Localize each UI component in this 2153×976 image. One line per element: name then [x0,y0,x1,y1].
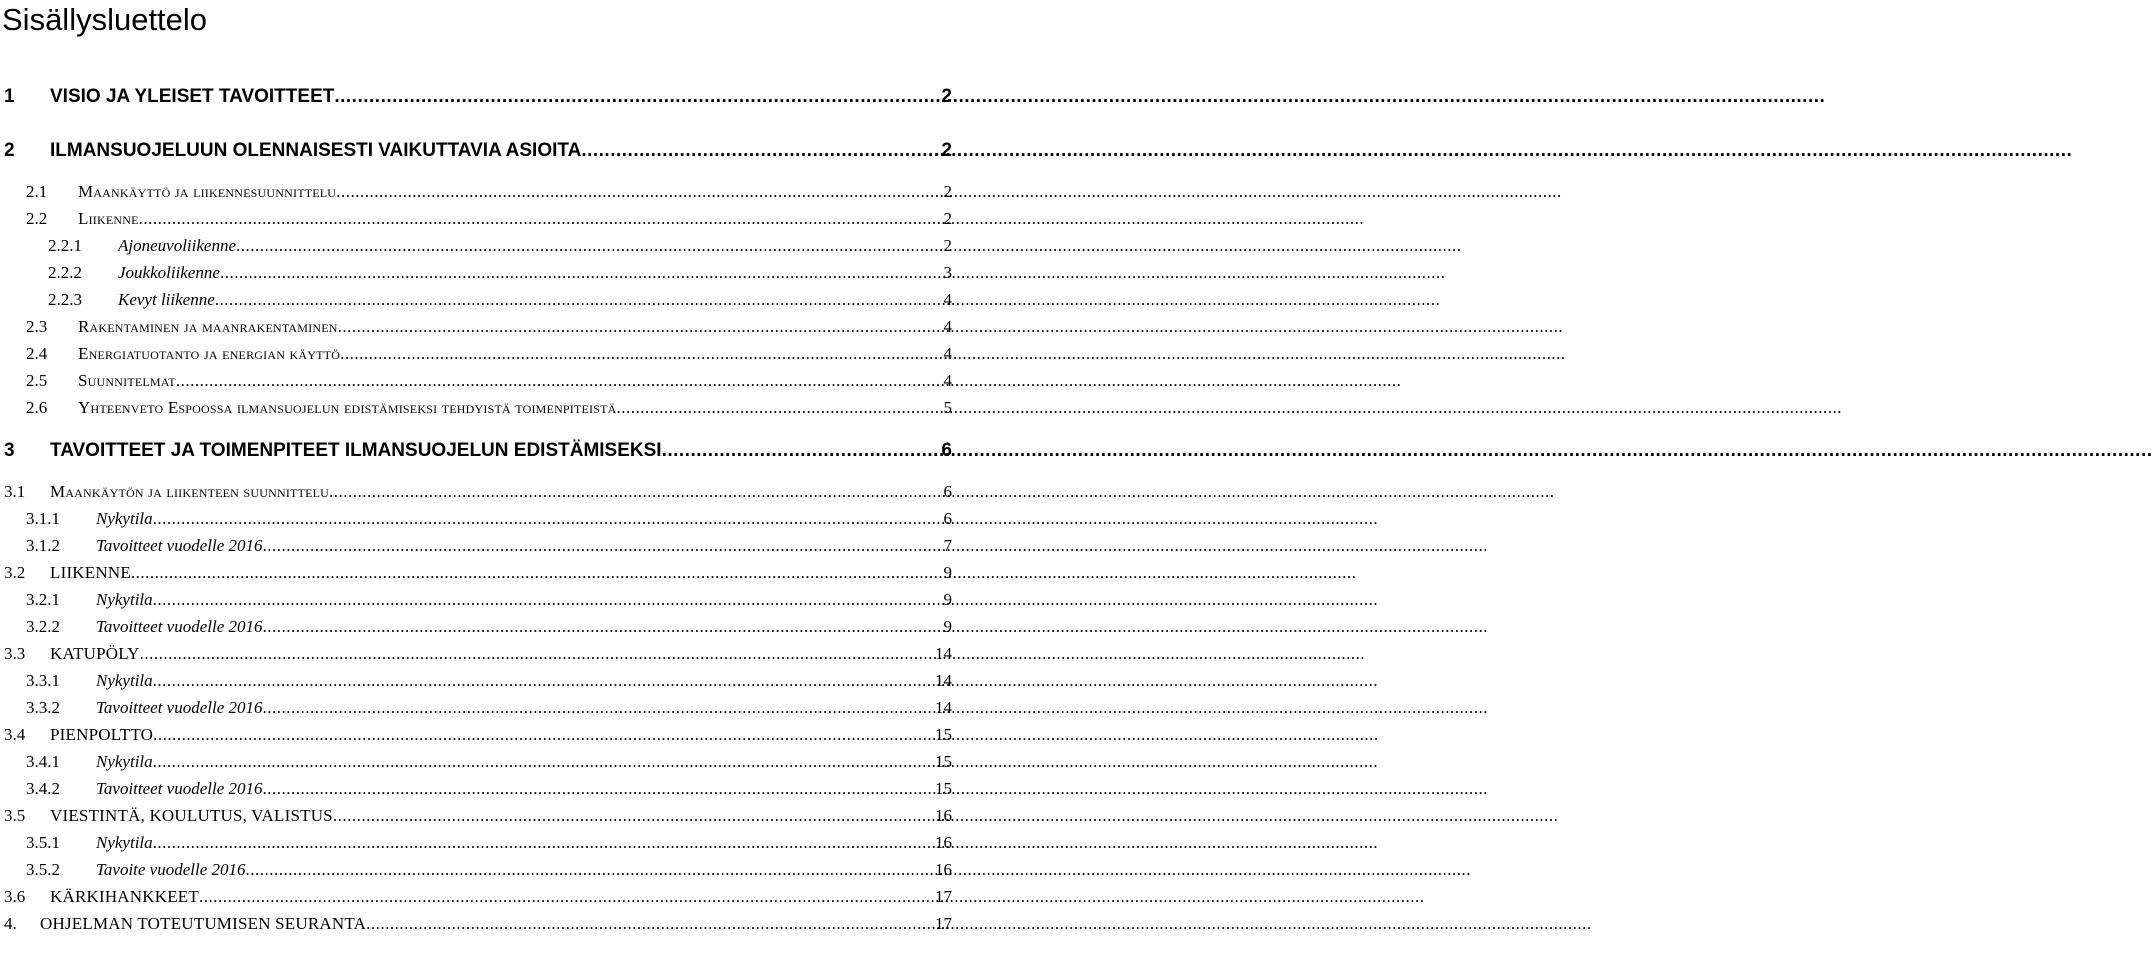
toc-number: 2 [4,140,15,161]
toc-entry-2-2[interactable] [26,209,952,229]
toc-number: 1 [4,86,15,107]
dot-leader [336,182,942,202]
dot-leader [131,563,943,583]
toc-page-number: 9 [943,590,952,609]
toc-entry-4[interactable] [4,914,952,934]
toc-title: Nykytila [96,752,153,771]
toc-title: Nykytila [96,509,153,528]
dot-leader [139,209,943,229]
toc-number: 3.6 [4,887,26,906]
toc-page-number: 9 [943,563,952,582]
toc-page-number: 14 [935,698,952,717]
dot-leader [220,263,943,283]
toc-title: Ajoneuvoliikenne [118,236,237,255]
toc-number: 3.3.2 [26,698,60,717]
dot-leader [153,725,934,745]
toc-entry-3-4-1[interactable] [26,752,952,772]
toc-number: 2.5 [26,371,48,390]
toc-page-number: 6 [941,440,952,461]
toc-entry-2-6[interactable] [26,398,952,418]
dot-leader [617,398,943,418]
toc-entry-2-4[interactable] [26,344,952,364]
toc-number: 3.3 [4,644,26,663]
toc-title: Tavoite vuodelle 2016 [96,860,246,879]
dot-leader [199,887,934,907]
toc-number: 4. [4,914,17,933]
toc-entry-3-4[interactable] [4,725,952,745]
toc-page-number: 4 [943,344,952,363]
dot-leader [153,671,934,691]
toc-page-number: 2 [943,182,952,201]
toc-page-number: 17 [935,914,952,933]
dot-leader [662,440,941,462]
toc-number: 2.4 [26,344,48,363]
toc-page-number: 14 [935,671,952,690]
dot-leader [236,236,942,256]
toc-page-number: 15 [935,752,952,771]
toc-title: Tavoitteet vuodelle 2016 [96,698,263,717]
toc-page-number: 7 [943,536,952,555]
toc-page-number: 4 [943,290,952,309]
toc-title: Tavoitteet vuodelle 2016 [96,536,263,555]
toc-entry-3-2-1[interactable] [26,590,952,610]
toc-entry-3-3-1[interactable] [26,671,952,691]
toc-number: 3.4 [4,725,26,744]
toc-number: 2.2.2 [48,263,82,282]
toc-page-number: 15 [935,779,952,798]
toc-entry-3-5-1[interactable] [26,833,952,853]
toc-page-number: 6 [943,509,952,528]
toc-title: KÄRKIHANKKEET [50,887,199,906]
toc-entry-2[interactable] [4,140,952,162]
toc-number: 3.5 [4,806,26,825]
toc-number: 3.4.1 [26,752,60,771]
toc-number: 2.6 [26,398,48,417]
toc-entry-3-3-2[interactable] [26,698,952,718]
toc-title: Nykytila [96,590,153,609]
toc-number: 3.5.1 [26,833,60,852]
toc-number: 3.2.1 [26,590,60,609]
toc-title: Kevyt liikenne [118,290,215,309]
dot-leader [176,371,943,391]
toc-page-number: 4 [943,371,952,390]
page-title: Sisällysluettelo [2,2,208,37]
toc-number: 3.1.2 [26,536,60,555]
toc-entry-3-6[interactable] [4,887,952,907]
toc-title: Rakentaminen ja maanrakentaminen [78,317,338,336]
toc-title: Yhteenveto Espoossa ilmansuojelun edistämiseksi tehdyistä toimenpiteistä [78,398,617,417]
toc-entry-3-1-2[interactable] [26,536,952,556]
toc-entry-3-5[interactable] [4,806,952,826]
toc-title: Maankäyttö ja liikennesuunnittelu [78,182,337,201]
toc-number: 3.1 [4,482,26,501]
dot-leader [153,590,943,610]
dot-leader [263,779,934,799]
toc-entry-3-2-2[interactable] [26,617,952,637]
toc-number: 2.3 [26,317,48,336]
toc-page-number: 2 [943,236,952,255]
toc-number: 3 [4,440,15,461]
toc-entry-3-3[interactable] [4,644,952,664]
toc-title: PIENPOLTTO [50,725,154,744]
toc-number: 3.4.2 [26,779,60,798]
toc-entry-3[interactable] [4,440,952,462]
dot-leader [263,698,934,718]
toc-entry-2-2-1[interactable] [48,236,952,256]
dot-leader [153,752,934,772]
toc-page-number: 6 [943,482,952,501]
toc-title: Nykytila [96,671,153,690]
toc-page-number: 2 [941,86,952,107]
dot-leader [215,290,943,310]
toc-entry-2-1[interactable] [26,182,952,202]
toc-entry-2-2-2[interactable] [48,263,952,283]
toc-page-number: 2 [943,209,952,228]
toc-number: 2.2.3 [48,290,82,309]
toc-entry-2-5[interactable] [26,371,952,391]
toc-page-number: 14 [935,644,952,663]
toc-entry-3-5-2[interactable] [26,860,952,880]
toc-title: Suunnitelmat [78,371,176,390]
dot-leader [340,344,942,364]
toc-page-number: 9 [943,617,952,636]
toc-entry-3-4-2[interactable] [26,779,952,799]
toc-page-number: 16 [935,833,952,852]
toc-number: 2.1 [26,182,48,201]
toc-title: VIESTINTÄ, KOULUTUS, VALISTUS [50,806,333,825]
toc-entry-3-1[interactable] [4,482,952,502]
toc-number: 3.3.1 [26,671,60,690]
toc-title: ILMANSUOJELUUN OLENNAISESTI VAIKUTTAVIA ASIOITA [50,140,582,161]
toc-title: Energiatuotanto ja energian käyttö [78,344,341,363]
toc-title: VISIO JA YLEISET TAVOITTEET [50,86,335,107]
dot-leader [263,617,943,637]
toc-entry-2-2-3[interactable] [48,290,952,310]
toc-title: LIIKENNE [50,563,131,582]
dot-leader [334,86,940,108]
toc-title: Tavoitteet vuodelle 2016 [96,779,263,798]
toc-page-number: 15 [935,725,952,744]
toc-title: Joukkoliikenne [118,263,220,282]
dot-leader [333,806,934,826]
toc-number: 3.2 [4,563,26,582]
dot-leader [366,914,934,934]
toc-title: Tavoitteet vuodelle 2016 [96,617,263,636]
toc-page-number: 5 [943,398,952,417]
dot-leader [140,644,934,664]
toc-title: Maankäytön ja liikenteen suunnittelu [50,482,330,501]
dot-leader [263,536,943,556]
toc-number: 3.1.1 [26,509,60,528]
toc-title: KATUPÖLY [50,644,140,663]
toc-number: 2.2.1 [48,236,82,255]
toc-title: TAVOITTEET JA TOIMENPITEET ILMANSUOJELUN EDISTÄMISEKSI [50,440,662,461]
toc-entry-2-3[interactable] [26,317,952,337]
dot-leader [246,860,934,880]
toc-title: OHJELMAN TOTEUTUMISEN SEURANTA [40,914,367,933]
toc-page-number: 16 [935,806,952,825]
toc-page-number: 17 [935,887,952,906]
toc-entry-3-1-1[interactable] [26,509,952,529]
dot-leader [153,833,934,853]
dot-leader [153,509,943,529]
toc-title: Nykytila [96,833,153,852]
toc-title: Liikenne [78,209,139,228]
toc-page-number: 16 [935,860,952,879]
dot-leader [581,140,940,162]
toc-page-number: 4 [943,317,952,336]
toc-entry-1[interactable] [4,86,952,108]
toc-entry-3-2[interactable] [4,563,952,583]
toc-page-number: 3 [943,263,952,282]
toc-number: 3.5.2 [26,860,60,879]
toc-page-number: 2 [941,140,952,161]
dot-leader [338,317,943,337]
toc-number: 2.2 [26,209,48,228]
dot-leader [329,482,942,502]
toc-number: 3.2.2 [26,617,60,636]
